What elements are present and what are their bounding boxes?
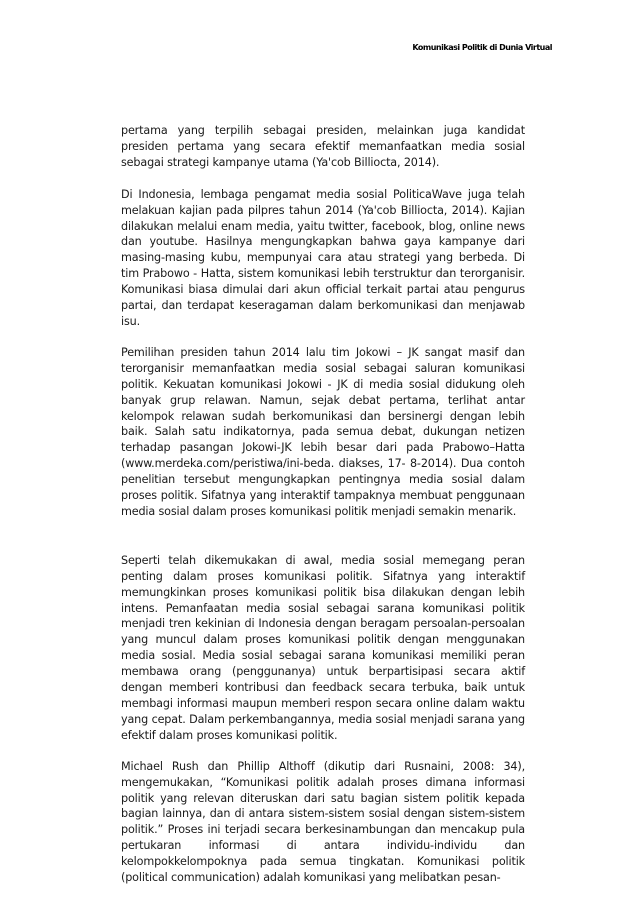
paragraph-1: pertama yang terpilih sebagai presiden, melainkan juga kandidat presiden pertama yang secara efektif memanfaatkan media sosial sebagai strategi kampanye utama (Ya'cob Billiocta, 2014). xyxy=(121,124,525,169)
paragraph-4: Seperti telah dikemukakan di awal, media sosial memegang peran penting dalam proses komunikasi politik. Sifatnya yang interaktif memungkinkan proses komunikasi politik bisa dilakukan dengan lebih intens. Pemanfaatan media sosial sebagai sarana komunikasi politik menjadi tren kekinian di Indonesia dengan beragam persoalan-persoalan yang muncul dalam proses komunikasi politik dengan menggunakan media sosial. Media sosial sebagai sarana komunikasi memiliki peran membawa orang (penggunanya) untuk berpartisipasi secara aktif dengan memberi kontribusi dan feedback secara terbuka, baik untuk membagi informasi maupun memberi respon secara online dalam waktu yang cepat. Dalam perkembangannya, media sosial menjadi sarana yang efektif dalam proses komunikasi politik. xyxy=(121,553,525,742)
paragraph-2: Di Indonesia, lembaga pengamat media sosial PoliticaWave juga telah melakuan kajian pada pilpres tahun 2014 (Ya'cob Billiocta, 2014). Kajian dilakukan melalui enam media, yaitu twitter, facebook, blog, online news dan youtube. Hasilnya mengungkapkan bahwa gaya kampanye dari masing-masing kubu, mempunyai cara atau strategi yang berbeda. Di tim Prabowo - Hatta, sistem komunikasi lebih terstruktur dan terorganisir. Komunikasi biasa dimulai dari akun official terkait partai atau pengurus partai, dan terdapat keseragaman dalam berkomunikasi dan menjawab isu. xyxy=(121,187,525,328)
body-text xyxy=(121,123,525,886)
paragraph-3: Pemilihan presiden tahun 2014 lalu tim Jokowi – JK sangat masif dan terorganisir memanfaatkan media sosial sebagai saluran komunikasi politik. Kekuatan komunikasi Jokowi - JK di media sosial didukung oleh banyak grup relawan. Namun, sejak debat pertama, terlihat antar kelompok relawan sudah berkomunikasi dan bersinergi dengan lebih baik. Salah satu indikatornya, pada semua debat, dukungan netizen terhadap pasangan Jokowi-JK lebih besar dari pada Prabowo–Hatta (www.merdeka.com/peristiwa/ini-beda. diakses, 17- 8-2014). Dua contoh penelitian tersebut mengungkapkan pentingnya media sosial dalam proses politik. Sifatnya yang interaktif tampaknya membuat penggunaan media sosial dalam proses komunikasi politik menjadi semakin menarik. xyxy=(121,345,525,518)
running-header: Komunikasi Politik di Dunia Virtual xyxy=(412,43,552,52)
paragraph-5: Michael Rush dan Phillip Althoff (dikutip dari Rusnaini, 2008: 34), mengemukakan, “Komunikasi politik adalah proses dimana informasi politik yang relevan diteruskan dari satu bagian sistem politik kepada bagian lainnya, dan di antara sistem-sistem sosial dengan sistem-sistem politik.” Proses ini terjadi secara berkesinambungan dan mencakup pula pertukaran informasi di antara individu-individu dan kelompokkelompoknya pada semua tingkatan. Komunikasi politik (political communication) adalah komunikasi yang melibatkan pesan- xyxy=(121,759,525,885)
